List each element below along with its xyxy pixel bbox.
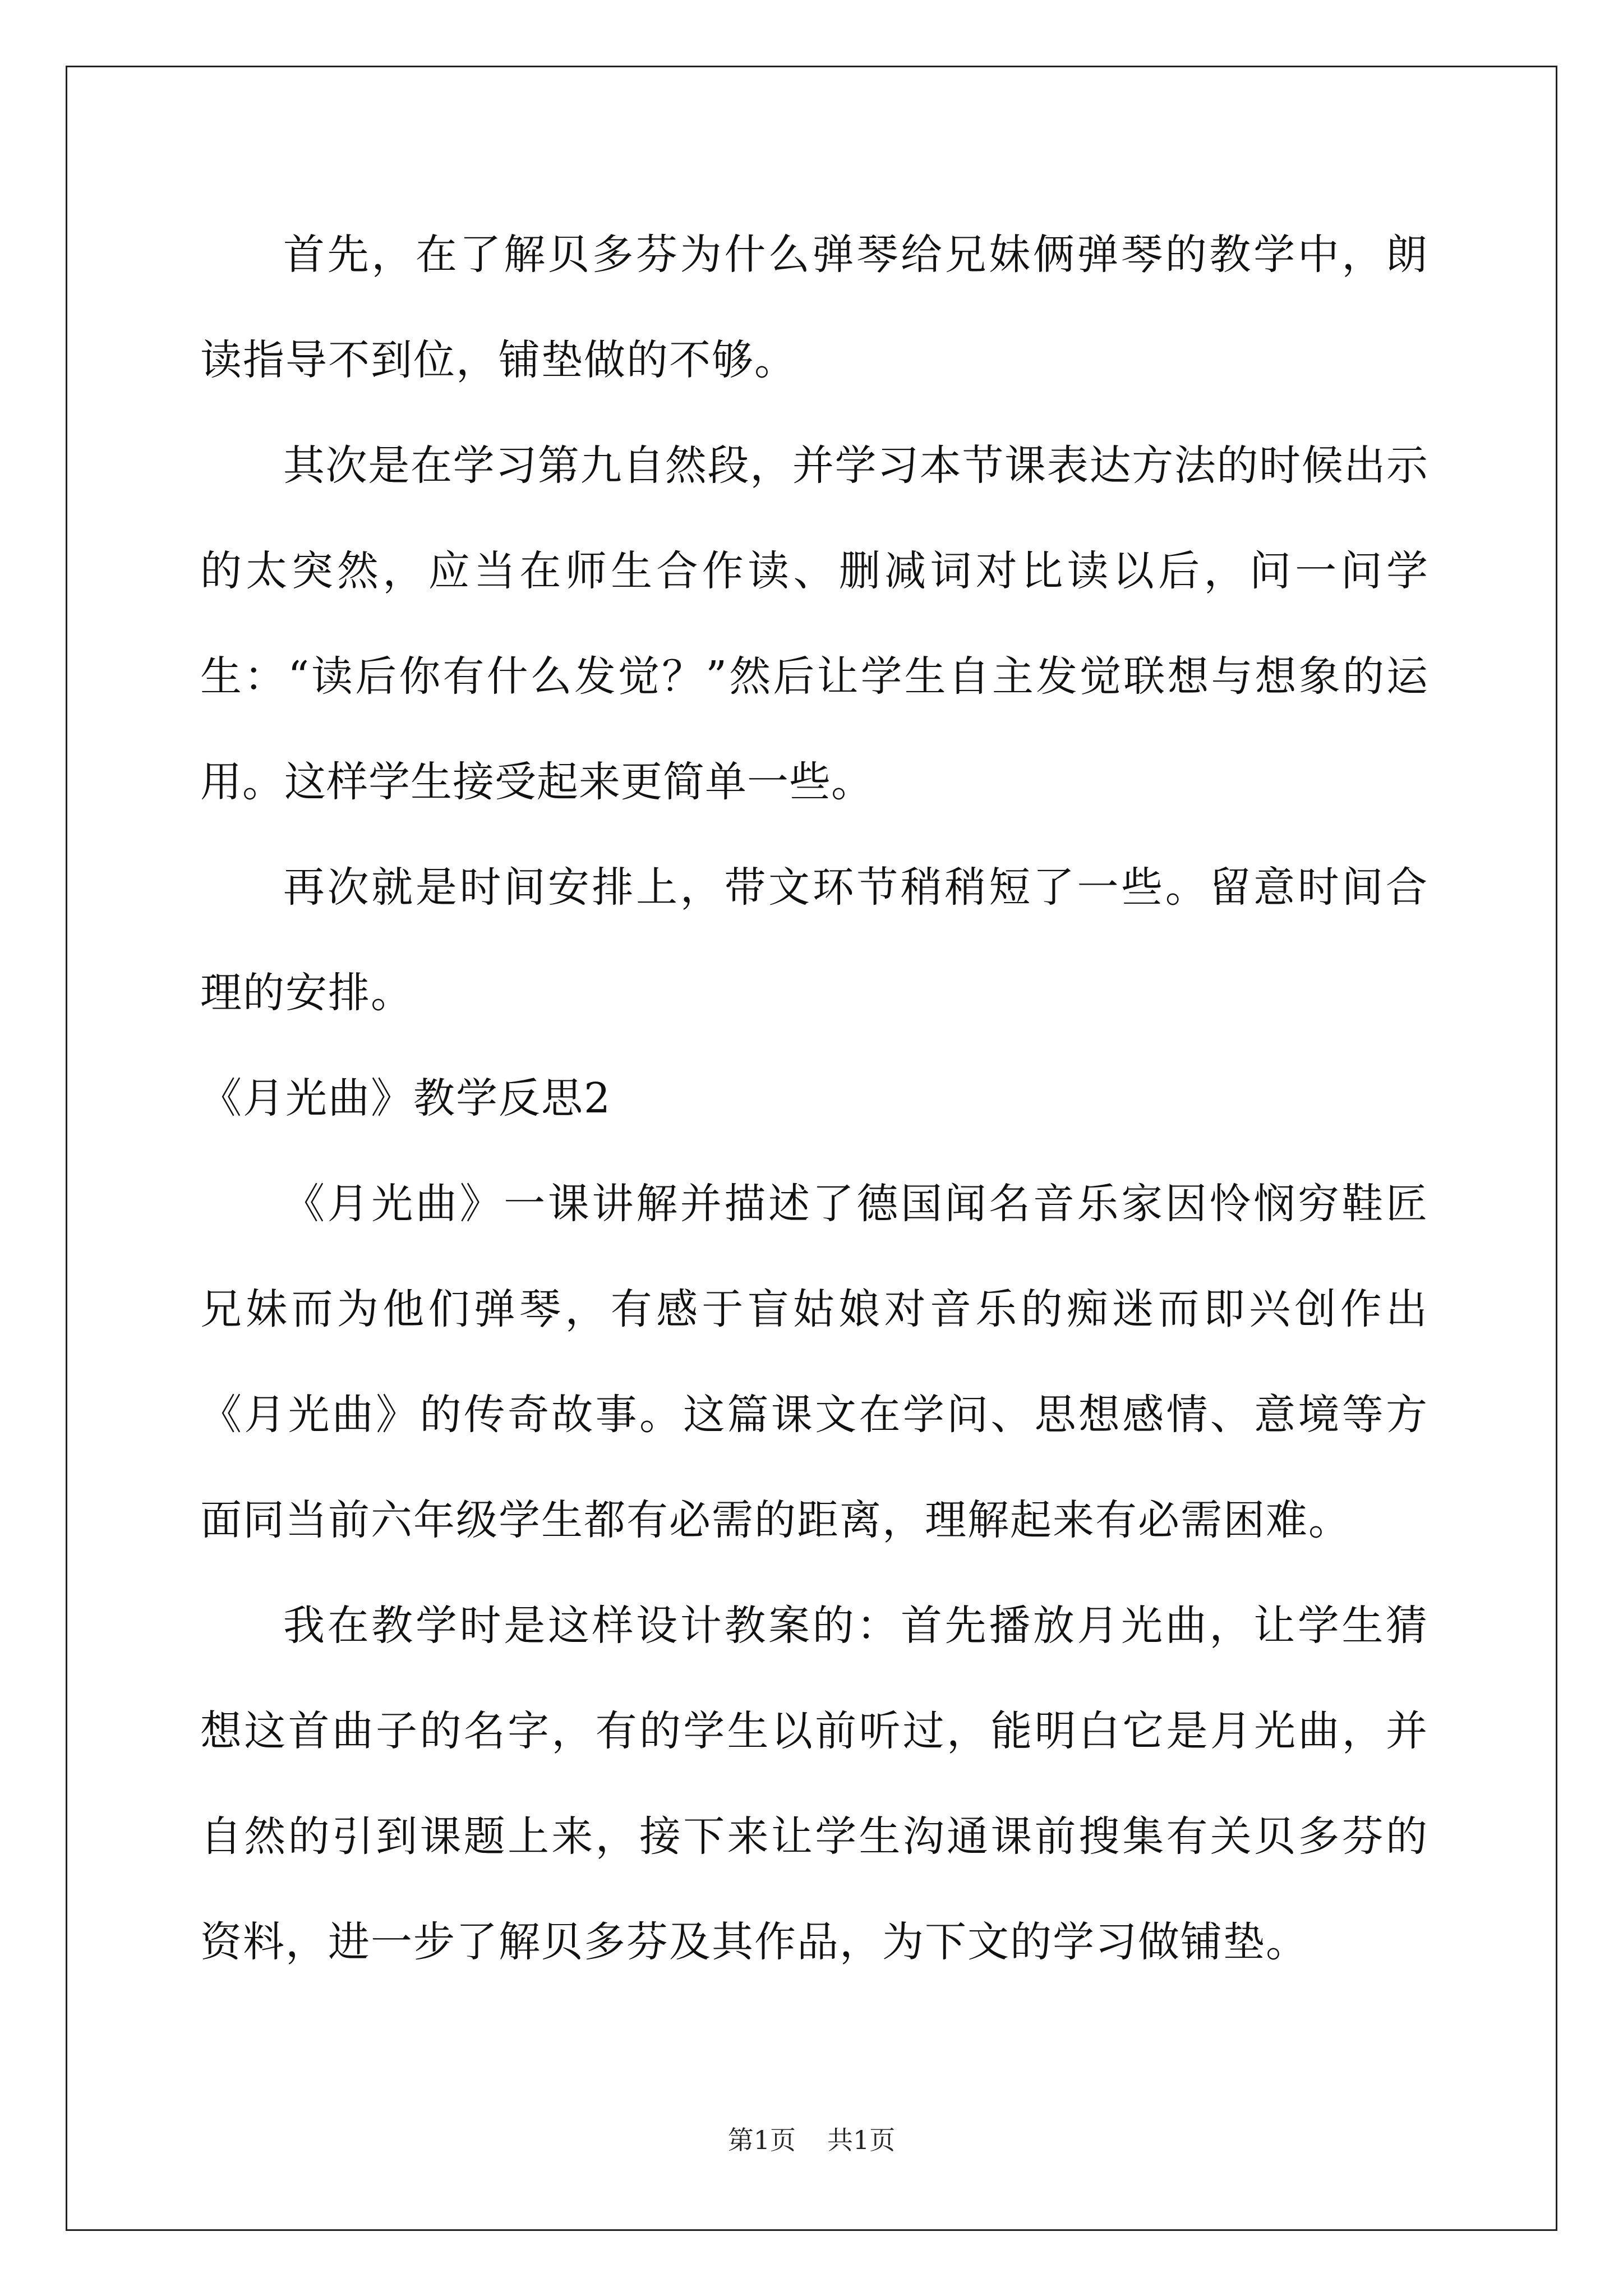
page-footer bbox=[0, 2123, 1623, 2157]
paragraph-3: 再次就是时间安排上，带文环节稍稍短了一些。留意时间合理的安排。 bbox=[200, 863, 1428, 1017]
paragraph-5: 我在教学时是这样设计教案的：首先播放月光曲，让学生猜想这首曲子的名字，有的学生以前听过，能明白它是月光曲，并自然的引到课题上来，接下来让学生沟通课前搜集有关贝多芬的资料，进一步了解贝多芬及其作品，为下文的学习做铺垫。 bbox=[200, 1602, 1428, 1966]
page-total: 共1页 bbox=[827, 2125, 896, 2155]
paragraph-2: 其次是在学习第九自然段，并学习本节课表达方法的时候出示的太突然，应当在师生合作读、删减词对比读以后，问一问学生：“读后你有什么发觉？”然后让学生自主发觉联想与想象的运用。这样学生接受起来更简单一些。 bbox=[200, 441, 1428, 806]
document-body bbox=[200, 202, 1428, 1995]
paragraph-4: 《月光曲》一课讲解并描述了德国闻名音乐家因怜悯穷鞋匠兄妹而为他们弹琴，有感于盲姑娘对音乐的痴迷而即兴创作出《月光曲》的传奇故事。这篇课文在学问、思想感情、意境等方面同当前六年级学生都有必需的距离，理解起来有必需困难。 bbox=[200, 1180, 1428, 1544]
page-number: 第1页 bbox=[727, 2125, 796, 2155]
paragraph-1: 首先，在了解贝多芬为什么弹琴给兄妹俩弹琴的教学中，朗读指导不到位，铺垫做的不够。 bbox=[200, 231, 1428, 384]
section-heading: 《月光曲》教学反思2 bbox=[200, 1074, 612, 1122]
